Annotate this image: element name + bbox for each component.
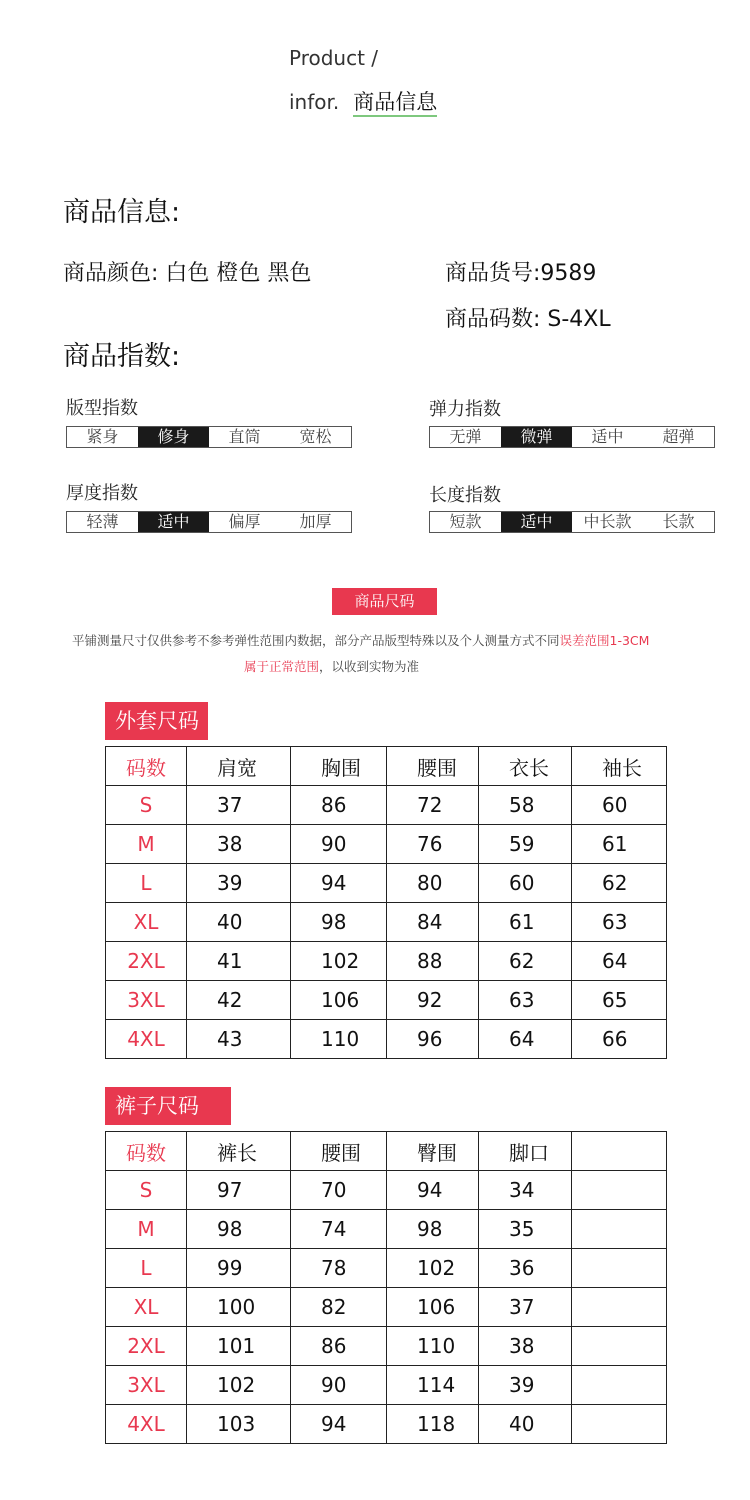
- scale-option: 偏厚: [228, 512, 261, 531]
- scale-option: 超弹: [662, 427, 695, 446]
- table-row: [106, 825, 667, 864]
- table-cell: 41: [187, 942, 291, 981]
- table-row: [106, 1171, 667, 1210]
- coat-size-table: [105, 746, 667, 1059]
- table-header-cell: 袖长: [572, 747, 667, 786]
- table-header-row: [106, 747, 667, 786]
- table-cell: [572, 1249, 667, 1288]
- table-header-cell: [572, 1132, 667, 1171]
- product-sizes: 商品码数: S-4XL: [445, 307, 611, 332]
- table-row: [106, 942, 667, 981]
- table-cell: 42: [187, 981, 291, 1020]
- index-scale-length: [429, 511, 715, 533]
- table-cell: 88: [387, 942, 479, 981]
- table-cell: 102: [387, 1249, 479, 1288]
- size-label-cell: 4XL: [106, 1020, 187, 1059]
- table-cell: [572, 1171, 667, 1210]
- scale-option-selected: 适中: [138, 512, 209, 532]
- table-cell: 58: [479, 786, 572, 825]
- table-cell: 36: [479, 1249, 572, 1288]
- table-header-cell: 衣长: [479, 747, 572, 786]
- table-row: [106, 1210, 667, 1249]
- size-label-cell: 3XL: [106, 1366, 187, 1405]
- size-chart-button: 商品尺码: [332, 588, 437, 615]
- table-cell: 82: [291, 1288, 387, 1327]
- size-label-cell: XL: [106, 903, 187, 942]
- table-cell: 43: [187, 1020, 291, 1059]
- table-cell: 39: [479, 1366, 572, 1405]
- table-cell: 38: [187, 825, 291, 864]
- scale-option-selected: 适中: [501, 512, 572, 532]
- size-label-cell: 2XL: [106, 1327, 187, 1366]
- table-row: [106, 1405, 667, 1444]
- scale-option: 加厚: [299, 512, 332, 531]
- table-cell: 96: [387, 1020, 479, 1059]
- section-info-title: 商品信息:: [63, 197, 181, 228]
- product-colors: 商品颜色: 白色 橙色 黑色: [63, 261, 312, 286]
- index-scale-thickness: [66, 511, 352, 533]
- table-row: [106, 786, 667, 825]
- table-cell: 62: [572, 864, 667, 903]
- table-cell: 61: [479, 903, 572, 942]
- table-cell: 64: [572, 942, 667, 981]
- table-row: [106, 864, 667, 903]
- table-cell: 98: [291, 903, 387, 942]
- scale-option: 无弹: [449, 427, 482, 446]
- table-row: [106, 981, 667, 1020]
- size-label-cell: L: [106, 1249, 187, 1288]
- size-label-cell: L: [106, 864, 187, 903]
- table-cell: 103: [187, 1405, 291, 1444]
- table-header-row: [106, 1132, 667, 1171]
- note-text: ，以收到实物为准: [319, 659, 420, 674]
- size-label-cell: 3XL: [106, 981, 187, 1020]
- table-row: [106, 1020, 667, 1059]
- table-header-cell: 脚口: [479, 1132, 572, 1171]
- size-label-cell: M: [106, 1210, 187, 1249]
- table-cell: 106: [291, 981, 387, 1020]
- table-cell: 90: [291, 825, 387, 864]
- scale-option: 适中: [591, 427, 624, 446]
- table-cell: 37: [479, 1288, 572, 1327]
- table-cell: 37: [187, 786, 291, 825]
- scale-option: 紧身: [86, 427, 119, 446]
- table-cell: 60: [479, 864, 572, 903]
- measurement-note-line1: [72, 631, 649, 649]
- note-highlight: 属于正常范围: [244, 659, 320, 674]
- table-cell: 38: [479, 1327, 572, 1366]
- header-product-text: Product /: [289, 46, 379, 70]
- table-cell: 90: [291, 1366, 387, 1405]
- table-row: [106, 903, 667, 942]
- note-text: 平铺测量尺寸仅供参考不参考弹性范围内数据，部分产品版型特殊以及个人测量方式不同: [72, 633, 560, 648]
- table-row: [106, 1249, 667, 1288]
- index-title-elastic: 弹力指数: [429, 399, 501, 420]
- table-header-cell: 臀围: [387, 1132, 479, 1171]
- table-cell: 64: [479, 1020, 572, 1059]
- table-cell: 118: [387, 1405, 479, 1444]
- table-cell: 61: [572, 825, 667, 864]
- table-cell: 60: [572, 786, 667, 825]
- index-scale-fit: [66, 426, 352, 448]
- scale-option: 中长款: [583, 512, 632, 531]
- table-cell: 62: [479, 942, 572, 981]
- table-cell: 74: [291, 1210, 387, 1249]
- table-cell: 65: [572, 981, 667, 1020]
- pants-size-table: [105, 1131, 667, 1444]
- section-index-title: 商品指数:: [63, 341, 181, 372]
- table-row: [106, 1288, 667, 1327]
- scale-option-selected: 微弹: [501, 427, 572, 447]
- table-cell: 72: [387, 786, 479, 825]
- table-cell: 86: [291, 1327, 387, 1366]
- index-title-length: 长度指数: [429, 485, 501, 506]
- size-label-cell: S: [106, 1171, 187, 1210]
- table-cell: 110: [387, 1327, 479, 1366]
- table-cell: [572, 1405, 667, 1444]
- table-header-cell: 腰围: [387, 747, 479, 786]
- table-cell: 40: [479, 1405, 572, 1444]
- scale-option-selected: 修身: [138, 427, 209, 447]
- header-info-cn: 商品信息: [353, 90, 437, 117]
- table-cell: 94: [387, 1171, 479, 1210]
- header-info-line: [289, 86, 437, 116]
- table-header-cell: 腰围: [291, 1132, 387, 1171]
- size-label-cell: XL: [106, 1288, 187, 1327]
- measurement-note-line2: [244, 657, 419, 675]
- table-cell: 78: [291, 1249, 387, 1288]
- pants-table-label: 裤子尺码: [105, 1087, 231, 1125]
- table-cell: [572, 1210, 667, 1249]
- scale-option: 直筒: [228, 427, 261, 446]
- table-cell: 102: [187, 1366, 291, 1405]
- table-cell: 101: [187, 1327, 291, 1366]
- table-cell: [572, 1288, 667, 1327]
- table-cell: 84: [387, 903, 479, 942]
- table-row: [106, 1327, 667, 1366]
- table-cell: 66: [572, 1020, 667, 1059]
- table-header-cell: 码数: [106, 747, 187, 786]
- size-label-cell: M: [106, 825, 187, 864]
- table-cell: 76: [387, 825, 479, 864]
- table-header-cell: 裤长: [187, 1132, 291, 1171]
- table-cell: 110: [291, 1020, 387, 1059]
- table-cell: 34: [479, 1171, 572, 1210]
- table-cell: 94: [291, 864, 387, 903]
- table-cell: 102: [291, 942, 387, 981]
- table-cell: 114: [387, 1366, 479, 1405]
- table-cell: 94: [291, 1405, 387, 1444]
- table-cell: 35: [479, 1210, 572, 1249]
- scale-option: 轻薄: [86, 512, 119, 531]
- table-cell: 98: [387, 1210, 479, 1249]
- index-scale-elastic: [429, 426, 715, 448]
- table-cell: 70: [291, 1171, 387, 1210]
- table-cell: 86: [291, 786, 387, 825]
- table-cell: [572, 1366, 667, 1405]
- coat-table-label: 外套尺码: [105, 702, 208, 740]
- note-highlight: 误差范围1-3CM: [559, 633, 650, 648]
- table-cell: 59: [479, 825, 572, 864]
- scale-option: 长款: [662, 512, 695, 531]
- table-cell: 63: [572, 903, 667, 942]
- table-header-cell: 胸围: [291, 747, 387, 786]
- scale-option: 短款: [449, 512, 482, 531]
- table-cell: [572, 1327, 667, 1366]
- table-header-cell: 肩宽: [187, 747, 291, 786]
- table-row: [106, 1366, 667, 1405]
- index-title-thickness: 厚度指数: [66, 483, 138, 504]
- table-cell: 92: [387, 981, 479, 1020]
- table-cell: 97: [187, 1171, 291, 1210]
- table-cell: 106: [387, 1288, 479, 1327]
- table-cell: 98: [187, 1210, 291, 1249]
- scale-option: 宽松: [299, 427, 332, 446]
- table-cell: 80: [387, 864, 479, 903]
- table-cell: 40: [187, 903, 291, 942]
- table-header-cell: 码数: [106, 1132, 187, 1171]
- size-label-cell: 2XL: [106, 942, 187, 981]
- product-item-no: 商品货号:9589: [445, 261, 597, 286]
- header-info-en: infor.: [289, 90, 340, 114]
- table-cell: 39: [187, 864, 291, 903]
- table-cell: 63: [479, 981, 572, 1020]
- table-cell: 99: [187, 1249, 291, 1288]
- size-label-cell: S: [106, 786, 187, 825]
- table-cell: 100: [187, 1288, 291, 1327]
- index-title-fit: 版型指数: [66, 398, 138, 419]
- size-label-cell: 4XL: [106, 1405, 187, 1444]
